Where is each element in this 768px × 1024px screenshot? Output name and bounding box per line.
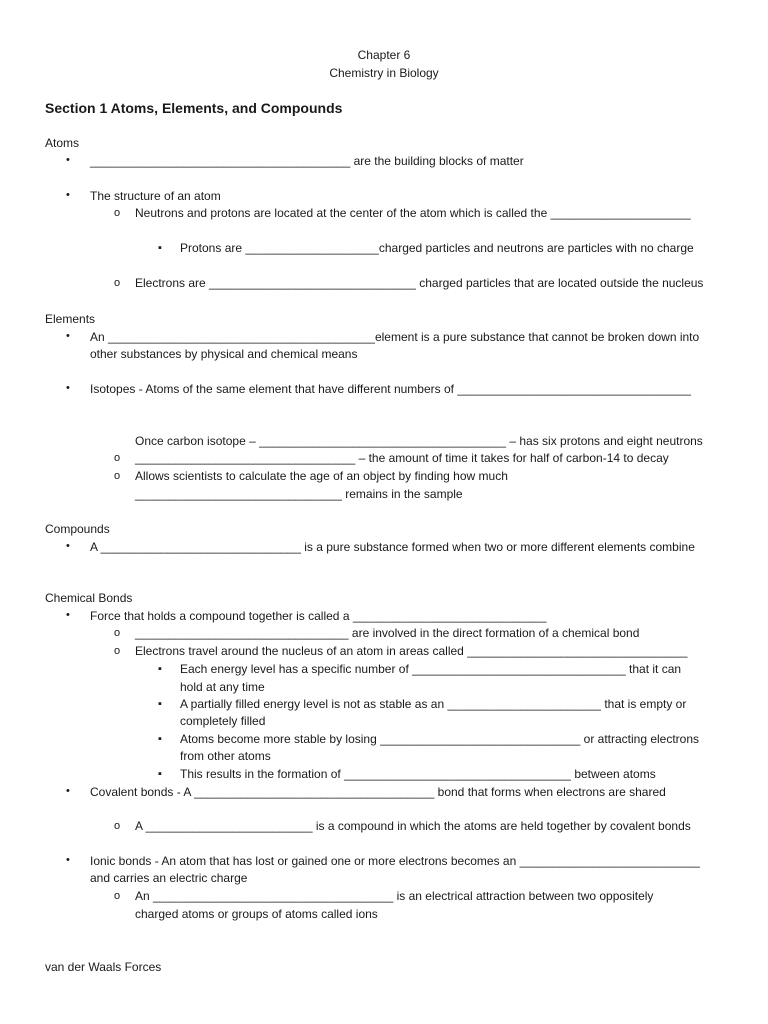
atoms-line-4: Protons are ____________________charged particles and neutrons are particles with no charge [180,241,694,255]
bonds-line-11a: An ____________________________________ is an electrical attraction between two oppositely [135,889,654,903]
sub-bullet-icon [114,819,120,833]
bullet-icon [66,784,70,798]
bonds-line-3: Electrons travel around the nucleus of an atom in areas called _________________________________ [135,644,688,658]
bullet-icon [66,539,70,553]
sub-bullet-icon [114,451,120,465]
chapter-subtitle: Chemistry in Biology [329,66,439,80]
sub-bullet-icon [114,469,120,483]
square-bullet-icon [158,241,162,255]
bullet-icon [66,608,70,622]
bonds-line-10b: and carries an electric charge [90,871,248,885]
bonds-line-1: Force that holds a compound together is called a _____________________________ [90,609,547,623]
sub-bullet-icon [114,276,120,290]
bonds-line-7: This results in the formation of __________________________________ between atoms [180,767,656,781]
atoms-line-5: Electrons are _______________________________ charged particles that are located outside the nucleus [135,276,704,290]
bullet-icon [66,329,70,343]
bonds-line-10a: Ionic bonds - An atom that has lost or gained one or more electrons becomes an ___________________________ [90,854,700,868]
vdw-heading: van der Waals Forces [45,960,162,974]
elements-heading: Elements [45,312,96,326]
compounds-line-1: A ______________________________ is a pure substance formed when two or more different elements combine [90,540,695,554]
bonds-line-11b: charged atoms or groups of atoms called ions [135,907,378,921]
elements-line-1a: An ________________________________________element is a pure substance that cannot be broken down into [90,330,700,344]
atoms-heading: Atoms [45,136,80,150]
atoms-line-1: _______________________________________ are the building blocks of matter [90,154,524,168]
bullet-icon [66,853,70,867]
compounds-heading: Compounds [45,522,110,536]
elements-line-2: Isotopes - Atoms of the same element that have different numbers of ___________________________________ [90,382,691,396]
square-bullet-icon [158,697,162,711]
bonds-line-4a: Each energy level has a specific number of ________________________________ that it can [180,662,682,676]
bonds-line-5b: completely filled [180,714,266,728]
section-title: Section 1 Atoms, Elements, and Compounds [45,100,343,116]
bonds-line-8: Covalent bonds - A ____________________________________ bond that forms when electrons are shared [90,785,666,799]
elements-line-5b: _______________________________ remains in the sample [135,487,463,501]
elements-line-3: Once carbon isotope – _____________________________________ – has six protons and eight neutrons [135,434,703,448]
bullet-icon [66,188,70,202]
bonds-line-2: ________________________________ are involved in the direct formation of a chemical bond [135,626,640,640]
bonds-heading: Chemical Bonds [45,591,133,605]
sub-bullet-icon [114,644,120,658]
square-bullet-icon [158,767,162,781]
elements-line-1b: other substances by physical and chemical means [90,347,358,361]
sub-bullet-icon [114,626,120,640]
sub-bullet-icon [114,889,120,903]
elements-line-4: _________________________________ – the amount of time it takes for half of carbon-14 to decay [135,451,669,465]
atoms-line-3: Neutrons and protons are located at the center of the atom which is called the _____________________ [135,206,691,220]
square-bullet-icon [158,732,162,746]
sub-bullet-icon [114,206,120,220]
bonds-line-9: A _________________________ is a compound in which the atoms are held together by covalent bonds [135,819,691,833]
bonds-line-6b: from other atoms [180,749,271,763]
elements-line-5a: Allows scientists to calculate the age of an object by finding how much [135,469,508,483]
bonds-line-5a: A partially filled energy level is not as stable as an _______________________ that is empty or [180,697,687,711]
atoms-line-2: The structure of an atom [90,189,221,203]
bonds-line-4b: hold at any time [180,680,265,694]
chapter-title: Chapter 6 [357,48,411,62]
bonds-line-6a: Atoms become more stable by losing ______________________________ or attracting electrons [180,732,700,746]
bullet-icon [66,153,70,167]
bullet-icon [66,381,70,395]
square-bullet-icon [158,662,162,676]
